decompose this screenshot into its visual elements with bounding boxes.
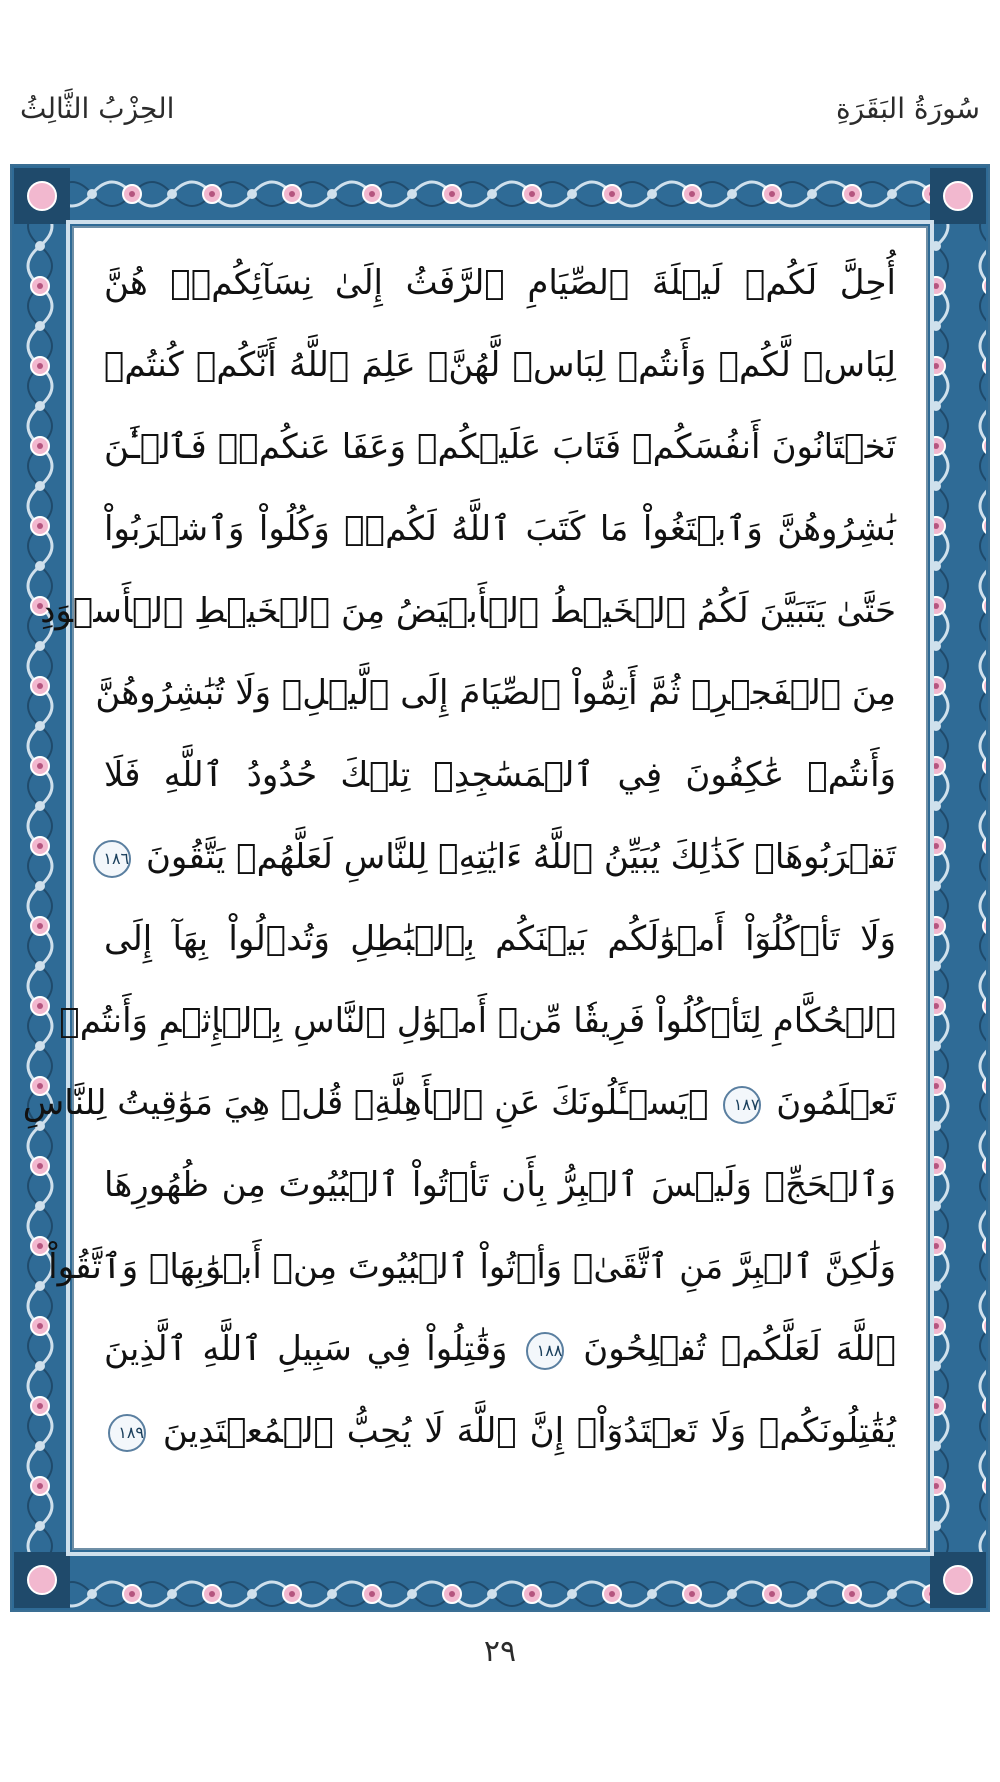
line-text: مِنَ ٱلۡفَجۡرِۖ ثُمَّ أَتِمُّواْ ٱلصِّيَامَ إِلَى ٱلَّيۡلِۚ وَلَا تُبَٰشِرُوهُنَّ (95, 673, 896, 713)
line-text: وَلَا تَأۡكُلُوٓاْ أَمۡوَٰلَكُم بَيۡنَكُم بِٱلۡبَٰطِلِ وَتُدۡلُواْ بِهَآ إِلَى (104, 919, 896, 959)
verse-line-7 (104, 734, 896, 816)
verse-line-4 (104, 488, 896, 570)
line-text: تَعۡلَمُونَ (776, 1083, 896, 1123)
verse-line-14 (104, 1308, 896, 1390)
line-text: لِبَاسٞ لَّكُمۡ وَأَنتُمۡ لِبَاسٞ لَّهُنَّۗ عَلِمَ ٱللَّهُ أَنَّكُمۡ كُنتُمۡ (104, 345, 896, 385)
ayah-number-marker: ١٨٦ (93, 840, 131, 878)
line-text: يُقَٰتِلُونَكُمۡ وَلَا تَعۡتَدُوٓاْۚ إِنَّ ٱللَّهَ لَا يُحِبُّ ٱلۡمُعۡتَدِينَ (162, 1411, 896, 1451)
verse-line-10 (59, 980, 896, 1062)
surah-name: سُورَةُ البَقَرَةِ (835, 92, 980, 125)
line-text: أُحِلَّ لَكُمۡ لَيۡلَةَ ٱلصِّيَامِ ٱلرَّفَثُ إِلَىٰ نِسَآئِكُمۡۚ هُنَّ (104, 263, 896, 303)
verse-line-5 (40, 570, 896, 652)
hizb-name: الحِزْبُ الثَّالِثُ (20, 92, 175, 125)
page-header (20, 92, 980, 140)
ayah-number-marker: ١٨٩ (108, 1414, 146, 1452)
verse-line-9 (104, 898, 896, 980)
line-text: حَتَّىٰ يَتَبَيَّنَ لَكُمُ ٱلۡخَيۡطُ ٱلۡأَبۡيَضُ مِنَ ٱلۡخَيۡطِ ٱلۡأَسۡوَدِ (40, 591, 896, 631)
verse-line-13 (48, 1226, 896, 1308)
page-number: ٢٩ (483, 1634, 517, 1669)
line-text: ٱللَّهَ لَعَلَّكُمۡ تُفۡلِحُونَ (583, 1329, 897, 1369)
line-text: بَٰشِرُوهُنَّ وَٱبۡتَغُواْ مَا كَتَبَ ٱللَّهُ لَكُمۡۚ وَكُلُواْ وَٱشۡرَبُواْ (104, 509, 896, 549)
line-text: تَقۡرَبُوهَاۗ كَذَٰلِكَ يُبَيِّنُ ٱللَّهُ ءَايَٰتِهِۦ لِلنَّاسِ لَعَلَّهُمۡ يَتَّقُونَ (145, 837, 896, 877)
verse-line-6 (95, 652, 896, 734)
verse-line-2 (104, 324, 896, 406)
line-text: تَخۡتَانُونَ أَنفُسَكُمۡ فَتَابَ عَلَيۡكُمۡ وَعَفَا عَنكُمۡۖ فَٱلۡـَٰٔنَ (104, 427, 896, 467)
line-text: ٱلۡحُكَّامِ لِتَأۡكُلُواْ فَرِيقٗا مِّنۡ أَمۡوَٰلِ ٱلنَّاسِ بِٱلۡإِثۡمِ وَأَنتُمۡ (59, 1001, 896, 1041)
verse-line-3 (104, 406, 896, 488)
line-text: وَٱلۡحَجِّۗ وَلَيۡسَ ٱلۡبِرُّ بِأَن تَأۡتُواْ ٱلۡبُيُوتَ مِن ظُهُورِهَا (104, 1165, 896, 1205)
ornamental-frame (10, 164, 990, 1612)
line-text: ۞يَسۡـَٔلُونَكَ عَنِ ٱلۡأَهِلَّةِۖ قُلۡ هِيَ مَوَٰقِيتُ لِلنَّاسِ (22, 1083, 709, 1123)
text-area (22, 226, 928, 1550)
verse-line-12 (104, 1144, 896, 1226)
ayah-number-marker: ١٨٨ (526, 1332, 564, 1370)
ayah-number-marker: ١٨٧ (723, 1086, 761, 1124)
verse-line-15 (104, 1390, 896, 1472)
verse-lines (22, 242, 897, 1472)
verse-line-1 (104, 242, 896, 324)
line-text: وَلَٰكِنَّ ٱلۡبِرَّ مَنِ ٱتَّقَىٰۗ وَأۡتُواْ ٱلۡبُيُوتَ مِنۡ أَبۡوَٰبِهَاۚ وَٱتَّقُواْ (48, 1247, 896, 1287)
line-text: وَأَنتُمۡ عَٰكِفُونَ فِي ٱلۡمَسَٰجِدِۗ تِلۡكَ حُدُودُ ٱللَّهِ فَلَا (104, 755, 896, 795)
verse-line-11 (22, 1062, 896, 1144)
line-text: وَقَٰتِلُواْ فِي سَبِيلِ ٱللَّهِ ٱلَّذِينَ (104, 1329, 508, 1369)
verse-line-8 (104, 816, 896, 898)
